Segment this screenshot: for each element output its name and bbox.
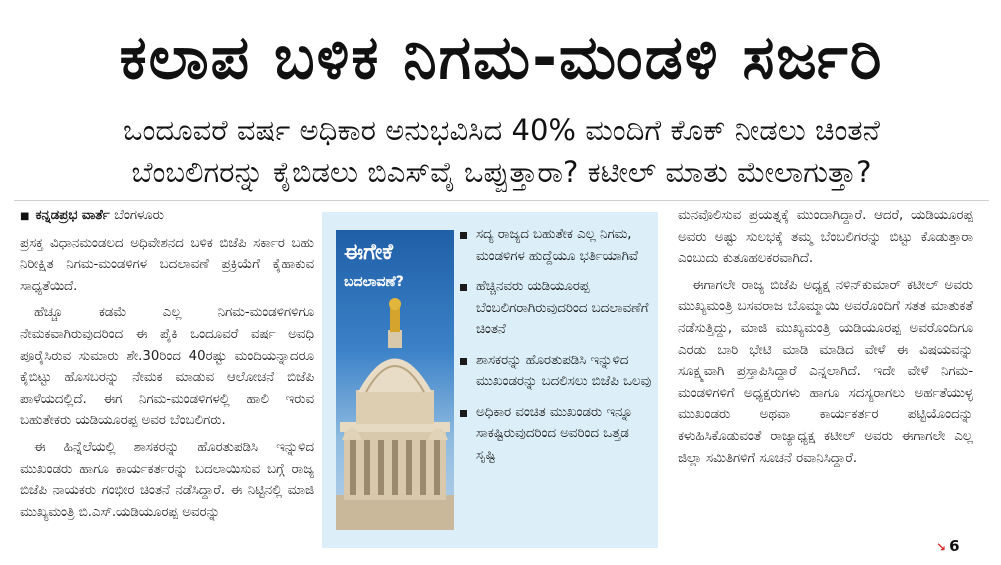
article-paragraph: ಈಗಾಗಲೇ ರಾಜ್ಯ ಬಿಜೆಪಿ ಅಧ್ಯಕ್ಷ ನಳಿನ್‌ಕುಮಾರ್ ಕಟೀಲ್ ಅವರು ಮುಖ್ಯಮಂತ್ರಿ ಬಸವರಾಜ ಬೊಮ್ಮಾಯಿ ಅವರೊಂದಿಗೆ ಸತತ ಮಾತುಕತೆ ನಡೆಸುತ್ತಿದ್ದು, ಮಾಜಿ ಮುಖ್ಯಮಂತ್ರಿ ಯಡಿಯೂರಪ್ಪ ಅವರೊಂದಿಗೂ ಎರಡು ಬಾರಿ ಭೇಟಿ ಮಾಡಿ ಮಾಡಿದ ವೇಳೆ ಈ ವಿಷಯವನ್ನು ಸೂಕ್ಷ್ಮವಾಗಿ ಪ್ರಸ್ತಾಪಿಸಿದ್ದಾರೆ ಎನ್ನಲಾಗಿದೆ. ಇದೇ ವೇಳೆ ನಿಗಮ-ಮಂಡಳಿಗಳಿಗೆ ಅಧ್ಯಕ್ಷರುಗಳು ಹಾಗೂ ಸದಸ್ಯರಾಗಲು ಅರ್ಹತೆಯುಳ್ಳ ಮುಖಂಡರು ಅಥವಾ ಕಾರ್ಯಕರ್ತರ ಪಟ್ಟಿಯೊಂದನ್ನು ಕಳುಹಿಸಿಕೊಡುವಂತೆ ರಾಜ್ಯಾಧ್ಯಕ್ಷ ಕಟೀಲ್ ಅವರು ಈಗಾಗಲೇ ಎಲ್ಲ ಜಿಲ್ಲಾ ಸಮಿತಿಗಳಿಗೆ ಸೂಚನೆ ರವಾನಿಸಿದ್ದಾರೆ. xyxy=(678,277,973,466)
headline: ಕಲಾಪ ಬಳಿಕ ನಿಗಮ-ಮಂಡಳಿ ಸರ್ಜರಿ xyxy=(119,23,884,93)
bullet-square-icon xyxy=(460,358,467,365)
article-column-left xyxy=(20,205,314,560)
sidebar-point xyxy=(460,224,652,267)
sidebar-point-text: ಸದ್ಯ ರಾಜ್ಯದ ಬಹುತೇಕ ಎಲ್ಲ ನಿಗಮ, ಮಂಡಳಿಗಳ ಹುದ್ದೆಯೂ ಭರ್ತಿಯಾಗಿವೆ xyxy=(476,227,638,264)
deck-line-1: ಒಂದೂವರೆ ವರ್ಷ ಅಧಿಕಾರ ಅನುಭವಿಸಿದ 40% ಮಂದಿಗೆ ಕೊಕ್ ನೀಡಲು ಚಿಂತನೆ xyxy=(123,113,880,147)
bullet-square-icon xyxy=(460,410,467,417)
article-paragraph: ಈ ಹಿನ್ನೆಲೆಯಲ್ಲಿ ಶಾಸಕರನ್ನು ಹೊರತುಪಡಿಸಿ ಇನ್ನುಳಿದ ಮುಖಂಡರು ಹಾಗೂ ಕಾರ್ಯಕರ್ತರನ್ನು ಬದಲಾಯಿಸುವ ಬಗ್ಗೆ ರಾಜ್ಯ ಬಿಜೆಪಿ ನಾಯಕರು ಗಂಭೀರ ಚಿಂತನೆ ನಡೆಸಿದ್ದಾರೆ. ಈ ನಿಟ್ಟಿನಲ್ಲಿ ಮಾಜಿ ಮುಖ್ಯಮಂತ್ರಿ ಬಿ.ಎಸ್.ಯಡಿಯೂರಪ್ಪ ಅವರನ್ನು xyxy=(20,439,314,520)
sidebar-point xyxy=(460,350,652,393)
continued-page-number: 6 xyxy=(949,537,960,555)
sidebar-point xyxy=(460,276,652,341)
vidhana-soudha-photo xyxy=(336,230,454,530)
sidebar-point-text: ಹೆಚ್ಚಿನವರು ಯಡಿಯೂರಪ್ಪ ಬೆಂಬಲಿಗರಾಗಿರುವುದರಿಂದ ಬದಲಾವಣೆಗೆ ಚಿಂತನೆ xyxy=(476,279,649,337)
deck-line-2: ಬೆಂಬಲಿಗರನ್ನು ಕೈಬಿಡಲು ಬಿಎಸ್‌ವೈ ಒಪ್ಪುತ್ತಾರಾ? ಕಟೀಲ್ ಮಾತು ಮೇಲಾಗುತ್ತಾ? xyxy=(131,155,872,189)
bullet-square-icon xyxy=(460,284,467,291)
byline-bullet: ■ xyxy=(20,211,30,222)
byline xyxy=(20,205,314,228)
sidebar-point-text: ಅಧಿಕಾರ ವಂಚಿತ ಮುಖಂಡರು ಇನ್ನೂ ಸಾಕಷ್ಟಿರುವುದರಿಂದ ಅವರಿಂದ ಒತ್ತಡ ಸೃಷ್ಟಿ xyxy=(476,404,633,463)
divider-rule xyxy=(14,200,989,201)
sidebar-title: ಈಗೇಕೆ xyxy=(344,240,393,265)
article-paragraph: ಪ್ರಸಕ್ತ ವಿಧಾನಮಂಡಲದ ಅಧಿವೇಶನದ ಬಳಿಕ ಬಿಜೆಪಿ ಸರ್ಕಾರ ಬಹು ನಿರೀಕ್ಷಿತ ನಿಗಮ-ಮಂಡಳಿಗಳ ಬದಲಾವಣೆ ಪ್ರಕ್ರಿಯೆಗೆ ಕೈಹಾಕುವ ಸಾಧ್ಯತೆಯಿದೆ. xyxy=(20,235,314,294)
jump-arrow-icon: ↘ xyxy=(936,540,947,554)
article-paragraph: ಹೆಚ್ಚೂ ಕಡಮೆ ಎಲ್ಲ ನಿಗಮ-ಮಂಡಳಿಗಳಿಗೂ ನೇಮಕವಾಗಿರುವುದರಿಂದ ಈ ಪೈಕಿ ಒಂದೂವರೆ ವರ್ಷ ಅವಧಿ ಪೂರೈಸಿರುವ ಸುಮಾರು ಶೇ.30ರಿಂದ 40ರಷ್ಟು ಮಂದಿಯನ್ನಾದರೂ ಕೈಬಿಟ್ಟು ಹೊಸಬರನ್ನು ನೇಮಕ ಮಾಡುವ ಆಲೋಚನೆ ಬಿಜೆಪಿ ಪಾಳೆಯದಲ್ಲಿದೆ. ಈಗ ನಿಗಮ-ಮಂಡಳಿಗಳಲ್ಲಿ ಹಾಲಿ ಇರುವ ಬಹುತೇಕರು ಯಡಿಯೂರಪ್ಪ ಅವರ ಬೆಂಬಲಿಗರು. xyxy=(20,305,314,429)
sidebar-points xyxy=(460,224,652,475)
sidebar-point xyxy=(460,402,652,467)
sidebar-point-text: ಶಾಸಕರನ್ನು ಹೊರತುಪಡಿಸಿ ಇನ್ನುಳಿದ ಮುಖಂಡರನ್ನು ಬದಲಿಸಲು ಬಿಜೆಪಿ ಒಲವು xyxy=(476,352,652,389)
byline-agency: ಕನ್ನಡಪ್ರಭ ವಾರ್ತೆ xyxy=(35,208,110,223)
byline-place: ಬೆಂಗಳೂರು xyxy=(114,208,164,223)
sidebar-subtitle: ಬದಲಾವಣೆ? xyxy=(344,274,404,290)
continued-on-page[interactable] xyxy=(936,537,960,555)
sidebar-box xyxy=(322,212,658,548)
bullet-square-icon xyxy=(460,232,467,239)
article-paragraph: ಮನವೊಲಿಸುವ ಪ್ರಯತ್ನಕ್ಕೆ ಮುಂದಾಗಿದ್ದಾರೆ. ಆದರೆ, ಯಡಿಯೂರಪ್ಪ ಅವರು ಅಷ್ಟು ಸುಲಭಕ್ಕೆ ತಮ್ಮ ಬೆಂಬಲಿಗರನ್ನು ಬಿಟ್ಟು ಕೊಡುತ್ತಾರಾ ಎಂಬುದು ಕುತೂಹಲಕರವಾಗಿದೆ. xyxy=(678,208,973,267)
article-column-right xyxy=(678,205,973,545)
